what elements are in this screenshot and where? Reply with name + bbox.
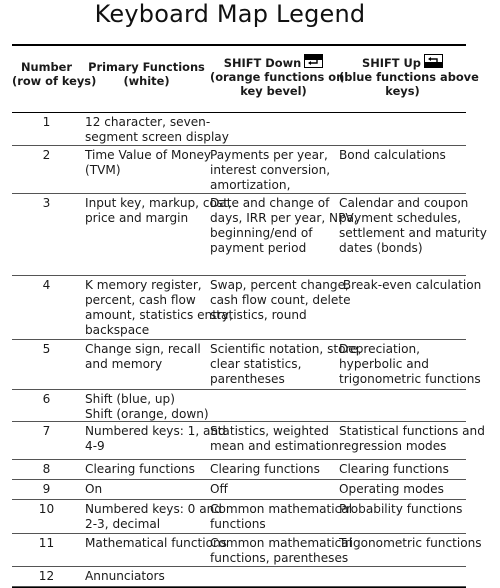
row-shift-down-functions-line: Swap, percent change, [210,278,349,292]
row-shift-down-functions [208,113,337,145]
row-shift-up-functions [337,113,466,145]
page-title: Keyboard Map Legend [94,0,366,28]
header-shift-up-line: keys) [385,84,420,98]
row-primary-functions [81,340,208,389]
row-number-text: 10 [38,502,55,516]
row-shift-up-functions-line: settlement and maturity [339,226,487,240]
row-shift-down-functions [208,500,353,533]
row-primary-functions-line: 12 character, seven- [85,115,211,129]
row-shift-up-functions-line: regression modes [339,439,447,453]
table-row [12,460,466,480]
row-shift-down-functions-line: payment period [210,241,307,255]
row-primary-functions [81,534,227,566]
row-primary-functions-line: and memory [85,357,163,371]
row-primary-functions [81,146,212,193]
row-shift-down-functions [208,390,337,421]
row-shift-up-functions [337,534,482,566]
row-number-text: 5 [42,342,51,356]
row-shift-down-functions [208,194,358,275]
row-shift-down-functions [208,567,337,586]
row-shift-down-functions-line: cash flow count, delete [210,293,351,307]
row-shift-up-functions-line: trigonometric functions [339,372,481,386]
row-primary-functions-line: Mathematical functions [85,536,227,550]
header-shift-up-line [339,54,466,70]
row-shift-up-functions-line: Statistical functions and [339,424,485,438]
row-shift-down-functions-line: amortization, [210,178,291,192]
row-shift-up-functions-line: Clearing functions [339,462,449,476]
row-number [12,113,81,145]
header-shift-up [337,46,479,112]
row-shift-down-functions-line: Payments per year, [210,148,328,162]
row-shift-down-functions-line: statistics, round [210,308,307,322]
header-shift-down-title: SHIFT Down [223,56,302,70]
row-shift-down-functions [208,480,337,499]
row-shift-down-functions-line: beginning/end of [210,226,313,240]
row-shift-up-functions [337,460,466,479]
table-row [12,113,466,146]
legend-table [12,44,487,588]
row-primary-functions-line: Shift (blue, up) [85,392,175,406]
row-shift-down-functions-line: Statistics, weighted [210,424,329,438]
row-primary-functions-line: Numbered keys: 1, and [85,424,226,438]
table-row [12,480,466,500]
row-shift-down-functions-line: days, IRR per year, NPV, [210,211,358,225]
row-number [12,422,81,459]
row-shift-up-functions [337,340,481,389]
row-shift-down-functions-line: mean and estimation [210,439,339,453]
row-primary-functions-line: On [85,482,103,496]
row-shift-up-functions [337,567,466,586]
table-row [12,534,482,567]
header-primary [81,46,208,112]
header-shift-down [208,46,345,112]
table-row [12,276,482,340]
row-number [12,146,81,193]
row-shift-down-functions-line: Clearing functions [210,462,320,476]
shift-up-key-icon [424,54,443,68]
row-shift-down-functions [208,146,337,193]
table-row [12,340,481,390]
row-number-text: 6 [42,392,51,406]
row-primary-functions [81,390,208,421]
header-number [12,46,97,112]
row-primary-functions-line: Numbered keys: 0 and [85,502,222,516]
row-shift-down-functions-line: Date and change of [210,196,330,210]
row-shift-down-functions [208,340,362,389]
row-number [12,480,81,499]
row-primary-functions-line: percent, cash flow [85,293,196,307]
row-shift-up-functions-line: payment schedules, [339,211,462,225]
row-shift-down-functions-line: functions, parentheses [210,551,349,565]
row-shift-up-functions-line: Trigonometric functions [339,536,482,550]
row-primary-functions-line: Annunciators [85,569,165,583]
header-number-line: (row of keys) [12,74,97,88]
row-number [12,194,81,275]
row-primary-functions-line: Input key, markup, cost, [85,196,232,210]
row-shift-up-functions-line: Bond calculations [339,148,446,162]
row-shift-up-functions [337,500,466,533]
header-number-line: Number [20,60,72,74]
row-number [12,390,81,421]
row-number-text: 9 [42,482,51,496]
row-primary-functions-line: 4-9 [85,439,105,453]
header-shift-up-title: SHIFT Up [362,56,421,70]
shift-down-key-icon [304,54,323,68]
row-shift-down-functions-line: Common mathematical [210,536,353,550]
row-shift-down-functions [208,534,353,566]
row-primary-functions-line: price and margin [85,211,189,225]
row-shift-up-functions-line: dates (bonds) [339,241,423,255]
table-row [12,567,466,587]
row-shift-up-functions [337,194,487,275]
row-shift-down-functions [208,460,337,479]
row-number [12,500,81,533]
row-number-text: 2 [42,148,51,162]
row-number-text: 11 [38,536,55,550]
row-primary-functions-line: Clearing functions [85,462,195,476]
row-shift-down-functions [208,276,351,339]
row-shift-up-functions-line: Probability functions [339,502,463,516]
row-number-text: 8 [42,462,51,476]
row-shift-down-functions-line: clear statistics, [210,357,302,371]
row-shift-up-functions-line: Break-even calculation [339,278,482,292]
table-row [12,146,466,194]
row-shift-up-functions [337,146,466,193]
row-shift-down-functions-line: Off [210,482,228,496]
table-row [12,422,485,460]
row-primary-functions [81,113,229,145]
row-primary-functions-line: amount, statistics entry, [85,308,233,322]
row-number-text: 3 [42,196,51,210]
row-primary-functions-line: Time Value of Money [85,148,212,162]
table-row [12,194,487,276]
header-primary-line: (white) [123,74,170,88]
row-number-text: 4 [42,278,51,292]
header-shift-down-line: key bevel) [240,84,307,98]
table-body [12,113,487,587]
header-shift-down-line [210,54,337,70]
row-shift-down-functions-line: interest conversion, [210,163,331,177]
row-shift-down-functions [208,422,337,459]
row-number [12,567,81,586]
row-primary-functions-line: (TVM) [85,163,121,177]
row-number-text: 12 [38,569,55,583]
row-primary-functions [81,500,222,533]
row-shift-up-functions [337,480,466,499]
row-shift-up-functions [337,422,485,459]
table-row [12,390,466,422]
row-primary-functions-line: segment screen display [85,130,229,144]
table-row [12,500,466,534]
row-shift-up-functions-line: Operating modes [339,482,444,496]
row-primary-functions-line: backspace [85,323,150,337]
row-number-text: 7 [42,424,51,438]
row-number [12,276,81,339]
row-number [12,340,81,389]
row-primary-functions [81,480,208,499]
header-shift-down-line: (orange functions on [210,70,345,84]
table-header [12,46,479,113]
row-shift-up-functions-line: Calendar and coupon [339,196,469,210]
row-primary-functions-line: Change sign, recall [85,342,201,356]
row-shift-down-functions-line: functions [210,517,266,531]
row-primary-functions [81,460,208,479]
row-primary-functions-line: Shift (orange, down) [85,407,209,421]
row-primary-functions [81,422,226,459]
row-primary-functions [81,567,208,586]
row-shift-down-functions-line: parentheses [210,372,285,386]
row-number [12,460,81,479]
row-number-text: 1 [42,115,51,129]
row-shift-up-functions-line: Depreciation, [339,342,421,356]
row-shift-up-functions [337,276,482,339]
header-shift-up-line: (blue functions above [339,70,479,84]
row-number [12,534,81,566]
row-shift-down-functions-line: Common mathematical [210,502,353,516]
row-primary-functions-line: K memory register, [85,278,202,292]
row-primary-functions [81,276,233,339]
row-shift-down-functions-line: Scientific notation, store, [210,342,362,356]
row-primary-functions-line: 2-3, decimal [85,517,161,531]
row-shift-up-functions-line: hyperbolic and [339,357,429,371]
row-shift-up-functions [337,390,466,421]
row-primary-functions [81,194,232,275]
header-primary-line: Primary Functions [88,60,205,74]
